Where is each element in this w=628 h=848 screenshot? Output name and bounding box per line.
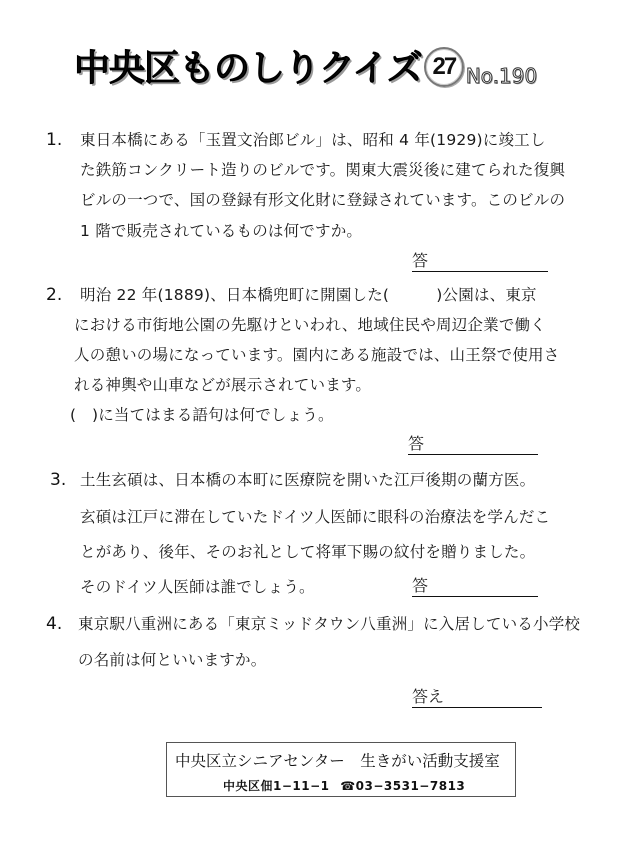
answer-field[interactable] xyxy=(412,687,542,708)
question-text-line: た鉄筋コンクリート造りのビルです。関東大震災後に建てられた復興 xyxy=(80,161,566,179)
answer-label: 答 xyxy=(408,434,425,453)
question-number: 3. xyxy=(50,470,67,490)
contact-box xyxy=(166,742,516,797)
answer-field[interactable] xyxy=(412,251,548,272)
question-text-line: そのドイツ人医師は誰でしょう。 xyxy=(80,578,315,596)
question-text-line: における市街地公園の先駆けといわれ、地域住民や周辺企業で働く xyxy=(74,316,546,334)
question-text-line: ( )に当てはまる語句は何でしょう。 xyxy=(70,406,334,424)
question-text-line: の名前は何といいますか。 xyxy=(78,651,267,669)
question-text-line: 東京駅八重洲にある「東京ミッドタウン八重洲」に入居している小学校 xyxy=(78,615,581,633)
question-text-line: とがあり、後年、そのお礼として将軍下賜の紋付を贈りました。 xyxy=(80,543,536,561)
question-number: 2. xyxy=(46,285,63,305)
contact-info xyxy=(223,777,465,794)
phone-number: 03−3531−7813 xyxy=(355,779,466,793)
answer-label: 答え xyxy=(412,687,445,706)
question-text-line: 玄碩は江戸に滞在していたドイツ人医師に眼科の治療法を学んだこ xyxy=(80,508,551,526)
issue-number: No.190 xyxy=(465,64,538,88)
question-text-line: 東日本橋にある「玉置文治郎ビル」は、昭和 4 年(1929)に竣工し xyxy=(80,131,546,149)
answer-field[interactable] xyxy=(412,576,538,597)
answer-label: 答 xyxy=(412,251,429,270)
answer-label: 答 xyxy=(412,576,429,595)
quiz-title xyxy=(74,40,537,90)
question-text-line: 1 階で販売されているものは何ですか。 xyxy=(80,222,363,240)
phone-icon: ☎ xyxy=(340,779,356,793)
question-number: 1. xyxy=(46,130,63,150)
question-text-line: れる神輿や山車などが展示されています。 xyxy=(74,376,372,394)
question-text-line: ビルの一つで、国の登録有形文化財に登録されています。このビルの xyxy=(80,191,566,209)
question-text-line: 土生玄碩は、日本橋の本町に医療院を開いた江戸後期の蘭方医。 xyxy=(80,471,536,489)
question-text-line: 明治 22 年(1889)、日本橋兜町に開園した( )公園は、東京 xyxy=(80,286,537,304)
circled-number: 27 xyxy=(424,47,464,87)
question-text-line: 人の憩いの場になっています。園内にある施設では、山王祭で使用さ xyxy=(74,346,560,364)
title-text: 中央区ものしりクイズ xyxy=(74,48,422,89)
question-number: 4. xyxy=(46,614,63,634)
address: 中央区佃1−11−1 xyxy=(223,779,330,793)
organization-name: 中央区立シニアセンター 生きがい活動支援室 xyxy=(175,752,500,770)
answer-field[interactable] xyxy=(408,434,538,455)
